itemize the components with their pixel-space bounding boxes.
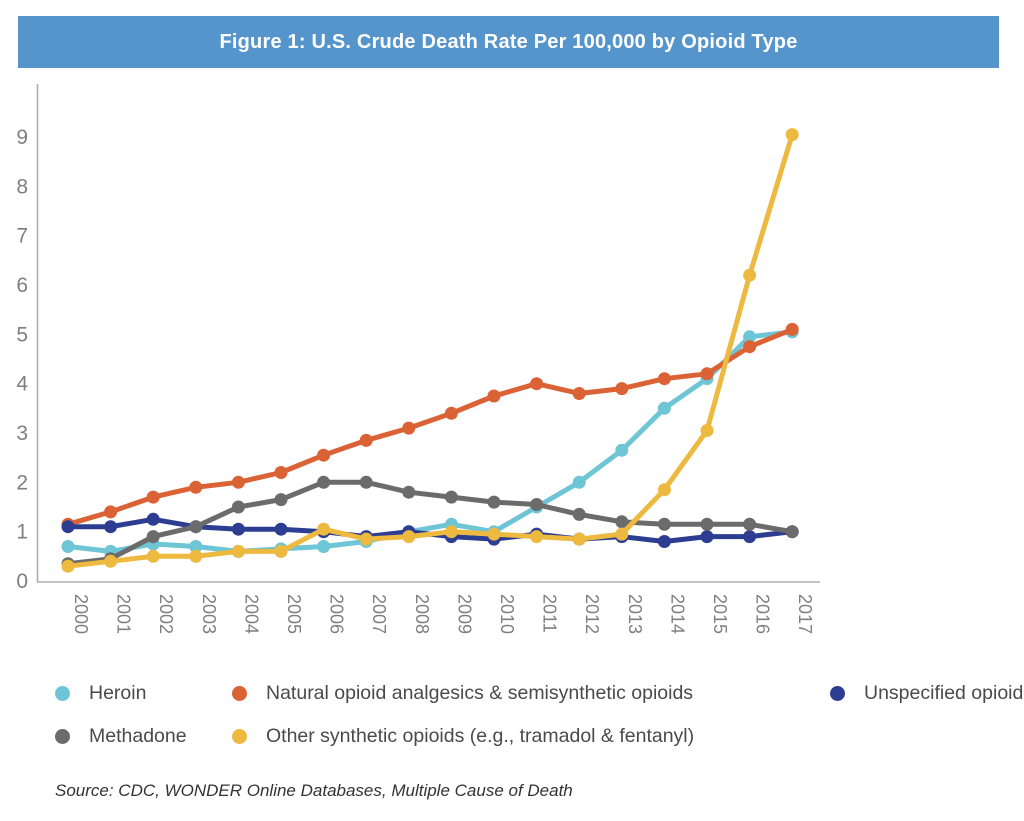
data-point-natural-opioid-analgesics-semisynthetic-opioids-2001	[104, 505, 117, 518]
data-point-methadone-2012	[573, 508, 586, 521]
y-tick-label-8: 8	[16, 175, 28, 199]
x-tick-label-2005: 2005	[284, 594, 304, 635]
data-point-methadone-2016	[743, 518, 756, 531]
x-tick-label-2001: 2001	[113, 594, 134, 635]
legend-label-methadone: Methadone	[89, 724, 187, 747]
data-point-other-synthetic-opioids-e-g-tramadol-fentanyl-2008	[402, 530, 415, 543]
y-tick-label-4: 4	[16, 372, 28, 396]
data-point-unspecified-opioid-2001	[104, 520, 117, 533]
y-axis-tick-labels	[16, 126, 28, 593]
data-point-other-synthetic-opioids-e-g-tramadol-fentanyl-2011	[530, 530, 543, 543]
data-point-methadone-2002	[147, 530, 160, 543]
series-line-heroin	[68, 332, 792, 552]
series-natural-opioid-analgesics-semisynthetic-opioids	[62, 323, 799, 531]
legend-item-other-synthetic-opioids	[232, 722, 694, 750]
legend-item-methadone	[55, 722, 187, 750]
data-series-layer	[62, 128, 799, 573]
data-point-methadone-2005	[275, 493, 288, 506]
series-other-synthetic-opioids-e-g-tramadol-fentanyl	[62, 128, 799, 573]
y-tick-label-9: 9	[16, 126, 28, 150]
data-point-unspecified-opioid-2015	[701, 530, 714, 543]
x-tick-label-2007: 2007	[369, 594, 390, 635]
y-tick-label-2: 2	[16, 471, 28, 495]
data-point-methadone-2009	[445, 491, 458, 504]
x-tick-label-2015: 2015	[710, 594, 730, 635]
data-point-natural-opioid-analgesics-semisynthetic-opioids-2002	[147, 491, 160, 504]
data-point-methadone-2014	[658, 518, 671, 531]
data-point-other-synthetic-opioids-e-g-tramadol-fentanyl-2012	[573, 533, 586, 546]
data-point-other-synthetic-opioids-e-g-tramadol-fentanyl-2000	[62, 560, 75, 573]
data-point-natural-opioid-analgesics-semisynthetic-opioids-2014	[658, 372, 671, 385]
legend-item-natural-opioids	[232, 679, 693, 707]
data-point-other-synthetic-opioids-e-g-tramadol-fentanyl-2014	[658, 483, 671, 496]
legend-label-heroin: Heroin	[89, 681, 147, 704]
x-tick-label-2016: 2016	[752, 594, 773, 635]
x-tick-label-2006: 2006	[326, 594, 347, 635]
data-point-natural-opioid-analgesics-semisynthetic-opioids-2012	[573, 387, 586, 400]
data-point-heroin-2014	[658, 402, 671, 415]
data-point-natural-opioid-analgesics-semisynthetic-opioids-2011	[530, 377, 543, 390]
data-point-methadone-2006	[317, 476, 330, 489]
data-point-other-synthetic-opioids-e-g-tramadol-fentanyl-2013	[615, 528, 628, 541]
data-point-natural-opioid-analgesics-semisynthetic-opioids-2005	[275, 466, 288, 479]
data-point-other-synthetic-opioids-e-g-tramadol-fentanyl-2017	[786, 128, 799, 141]
data-point-other-synthetic-opioids-e-g-tramadol-fentanyl-2006	[317, 523, 330, 536]
y-tick-label-0: 0	[16, 570, 28, 593]
data-point-methadone-2003	[189, 520, 202, 533]
legend-label-unspecified-opioid: Unspecified opioid	[864, 681, 1024, 704]
data-point-other-synthetic-opioids-e-g-tramadol-fentanyl-2010	[488, 528, 501, 541]
data-point-natural-opioid-analgesics-semisynthetic-opioids-2016	[743, 340, 756, 353]
source-note: Source: CDC, WONDER Online Databases, Multiple Cause of Death	[55, 781, 573, 800]
data-point-other-synthetic-opioids-e-g-tramadol-fentanyl-2007	[360, 533, 373, 546]
data-point-other-synthetic-opioids-e-g-tramadol-fentanyl-2005	[275, 545, 288, 558]
data-point-other-synthetic-opioids-e-g-tramadol-fentanyl-2001	[104, 555, 117, 568]
data-point-methadone-2017	[786, 525, 799, 538]
data-point-other-synthetic-opioids-e-g-tramadol-fentanyl-2016	[743, 269, 756, 282]
legend-row-1	[0, 679, 1024, 707]
x-tick-label-2017: 2017	[795, 594, 816, 635]
x-tick-label-2004: 2004	[241, 594, 262, 635]
x-tick-label-2013: 2013	[624, 594, 645, 635]
y-tick-label-7: 7	[16, 224, 28, 248]
data-point-methadone-2004	[232, 501, 245, 514]
legend-label-other-synthetic-opioids: Other synthetic opioids (e.g., tramadol & fentanyl)	[266, 724, 695, 747]
data-point-heroin-2013	[615, 444, 628, 457]
x-tick-label-2003: 2003	[198, 594, 219, 635]
data-point-heroin-2000	[62, 540, 75, 553]
other-synthetic-opioids-legend-dot-icon	[232, 729, 247, 744]
data-point-other-synthetic-opioids-e-g-tramadol-fentanyl-2004	[232, 545, 245, 558]
data-point-natural-opioid-analgesics-semisynthetic-opioids-2010	[488, 390, 501, 403]
data-point-natural-opioid-analgesics-semisynthetic-opioids-2015	[701, 367, 714, 380]
x-axis-tick-labels	[71, 594, 815, 634]
data-point-unspecified-opioid-2005	[275, 523, 288, 536]
data-point-natural-opioid-analgesics-semisynthetic-opioids-2007	[360, 434, 373, 447]
data-point-other-synthetic-opioids-e-g-tramadol-fentanyl-2002	[147, 550, 160, 563]
y-tick-label-6: 6	[16, 274, 28, 298]
series-line-other-synthetic-opioids-e-g-tramadol-fentanyl	[68, 135, 792, 567]
data-point-heroin-2006	[317, 540, 330, 553]
data-point-natural-opioid-analgesics-semisynthetic-opioids-2009	[445, 407, 458, 420]
data-point-natural-opioid-analgesics-semisynthetic-opioids-2004	[232, 476, 245, 489]
x-tick-label-2008: 2008	[411, 594, 432, 635]
legend-item-heroin	[55, 679, 146, 707]
y-tick-label-1: 1	[16, 520, 28, 544]
data-point-unspecified-opioid-2014	[658, 535, 671, 548]
data-point-natural-opioid-analgesics-semisynthetic-opioids-2008	[402, 422, 415, 435]
data-point-heroin-2012	[573, 476, 586, 489]
y-tick-label-3: 3	[16, 422, 28, 446]
natural-opioids-legend-dot-icon	[232, 686, 247, 701]
unspecified-opioid-legend-dot-icon	[830, 686, 845, 701]
data-point-natural-opioid-analgesics-semisynthetic-opioids-2013	[615, 382, 628, 395]
data-point-other-synthetic-opioids-e-g-tramadol-fentanyl-2015	[701, 424, 714, 437]
y-tick-label-5: 5	[16, 323, 28, 347]
x-tick-label-2000: 2000	[71, 594, 91, 635]
heroin-legend-dot-icon	[55, 686, 70, 701]
legend-item-unspecified-opioid	[830, 679, 1023, 707]
data-point-other-synthetic-opioids-e-g-tramadol-fentanyl-2009	[445, 525, 458, 538]
figure-title: Figure 1: U.S. Crude Death Rate Per 100,000 by Opioid Type	[219, 30, 798, 53]
x-tick-label-2002: 2002	[156, 594, 177, 635]
data-point-methadone-2015	[701, 518, 714, 531]
data-point-unspecified-opioid-2002	[147, 513, 160, 526]
data-point-unspecified-opioid-2004	[232, 523, 245, 536]
legend-row-2	[0, 722, 1024, 750]
data-point-methadone-2010	[488, 496, 501, 509]
data-point-other-synthetic-opioids-e-g-tramadol-fentanyl-2003	[189, 550, 202, 563]
x-tick-label-2010: 2010	[497, 594, 517, 635]
data-point-methadone-2011	[530, 498, 543, 511]
data-point-natural-opioid-analgesics-semisynthetic-opioids-2017	[786, 323, 799, 336]
data-point-unspecified-opioid-2000	[62, 520, 75, 533]
data-point-natural-opioid-analgesics-semisynthetic-opioids-2003	[189, 481, 202, 494]
data-point-methadone-2008	[402, 486, 415, 499]
x-tick-label-2009: 2009	[454, 594, 475, 635]
data-point-methadone-2007	[360, 476, 373, 489]
x-tick-label-2012: 2012	[582, 594, 603, 635]
data-point-natural-opioid-analgesics-semisynthetic-opioids-2006	[317, 449, 330, 462]
data-point-unspecified-opioid-2016	[743, 530, 756, 543]
x-tick-label-2011: 2011	[539, 594, 560, 633]
methadone-legend-dot-icon	[55, 729, 70, 744]
legend-label-natural-opioids: Natural opioid analgesics & semisynthetic opioids	[266, 681, 694, 704]
x-tick-label-2014: 2014	[667, 594, 688, 635]
